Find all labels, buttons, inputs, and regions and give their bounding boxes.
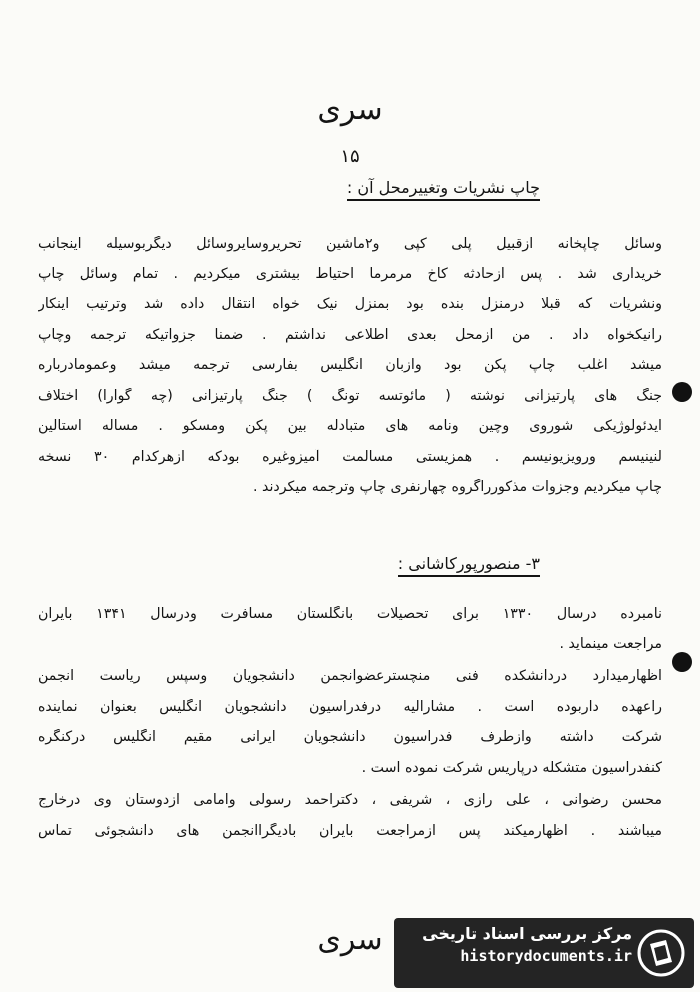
punch-hole-icon <box>672 382 692 402</box>
page-number: ۱۵ <box>340 146 360 167</box>
punch-hole-icon <box>672 652 692 672</box>
text-line: راعهده داربوده است . مشارالیه درفدراسیون دانشجویان انگلیس بعنوان نماینده <box>38 699 662 715</box>
text-line: ایدئولوژیکی شوروی وچین ونامه های متبادله بین پکن ومسکو . مساله استالین <box>38 418 662 434</box>
text-line: مراجعت مینماید . <box>559 636 662 652</box>
text-line: ونشریات که قبلا درمنزل بنده بود بمنزل نیک خواه انتقال داده شد وترتیب اینکار <box>38 296 662 312</box>
text-line: شرکت داشته وازطرف فدراسیون دانشجویان ایرانی مقیم انگلیس درکنگره <box>38 729 662 745</box>
watermark-text <box>422 924 632 965</box>
text-line: چاپ میکردیم وجزوات مذکورراگروه چهارنفری چاپ وترجمه میکردند . <box>253 479 662 495</box>
text-line: اظهارمیدارد دردانشکده فنی منچسترعضوانجمن دانشجویان وسپس ریاست انجمن <box>38 668 662 684</box>
text-line: رانیکخواه داد . من ازمحل بعدی اطلاعی نداشتم . ضمنا جزواتیکه ترجمه وچاپ <box>38 327 662 343</box>
text-line: میشد اغلب چاپ پکن بود وازبان انگلیس بفارسی ترجمه میشد وعمومادرباره <box>38 357 662 373</box>
text-line: نامبرده درسال ۱۳۳۰ برای تحصیلات بانگلستان مسافرت ودرسال ۱۳۴۱ بایران <box>38 606 662 622</box>
watermark-name: مرکز بررسی اسناد تاریخی <box>422 924 632 943</box>
classification-header: سری <box>317 92 383 127</box>
text-line: میباشند . اظهارمیکند پس ازمراجعت بایران بادیگراانجمن های دانشجوئی تماس <box>38 823 662 839</box>
text-line: محسن رضوانی ، علی رازی ، شریفی ، دکتراحمد رسولی وامامی ازدوستان وی درخارج <box>38 792 662 808</box>
text-line: خریداری شد . پس ازحادثه کاخ مرمرما احتیاط بیشتری میکردیم . تمام وسائل چاپ <box>38 266 662 282</box>
archive-logo-icon <box>636 928 686 978</box>
text-line: جنگ های پارتیزانی نوشته ( مائوتسه تونگ ) جنگ پارتیزانی (چه گوارا) اختلاف <box>38 388 662 404</box>
section-title-printing: چاپ نشریات وتغییرمحل آن : <box>347 178 540 201</box>
watermark-badge <box>394 918 694 988</box>
text-line: وسائل چاپخانه ازقبیل پلی کپی و۲ماشین تحریروسایروسائل دیگربوسیله اینجانب <box>38 236 662 252</box>
text-line: کنفدراسیون متشکله درپاریس شرکت نموده است . <box>361 760 662 776</box>
watermark-url: historydocuments.ir <box>460 947 632 965</box>
section-title-person: ۳- منصورپورکاشانی : <box>398 554 540 577</box>
text-line: لنینیسم ورویزیونیسم . همزیستی مسالمت آمیزوغیره بودکه ازهرکدام ۳۰ نسخه <box>38 449 662 465</box>
classification-footer: سری <box>317 922 383 957</box>
